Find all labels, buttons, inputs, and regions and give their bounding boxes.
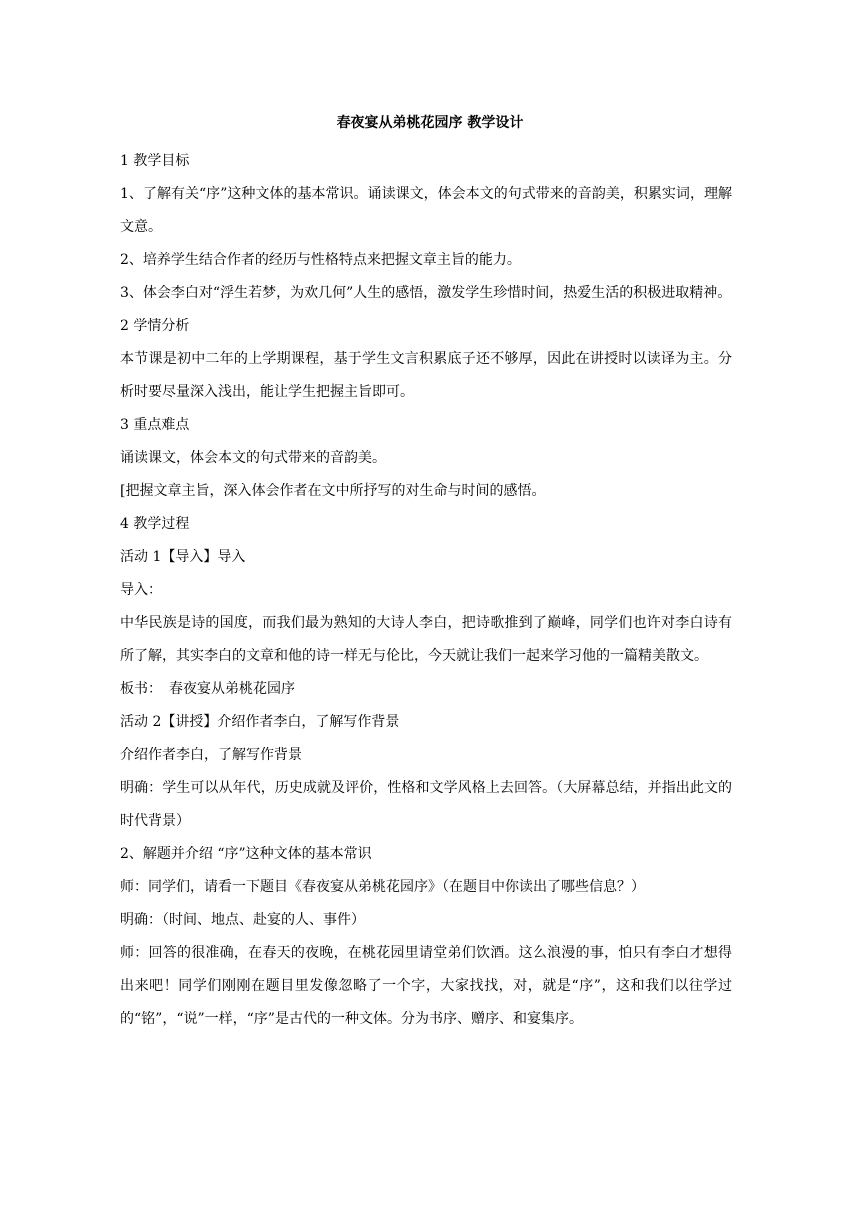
paragraph: 师：同学们，请看一下题目《春夜宴从弟桃花园序》（在题目中你读出了哪些信息？） <box>120 879 645 895</box>
paragraph: 3、体会李白对“浮生若梦，为欢几何”人生的感悟，激发学生珍惜时间，热爱生活的积极进取精神。 <box>120 285 732 301</box>
paragraph: 师：回答的很准确，在春天的夜晚，在桃花园里请堂弟们饮酒。这么浪漫的事，怕只有李白才想得出来吧！同学们刚刚在题目里发像忽略了一个字，大家找找，对，就是“序”，这和我们以往学过的“铭”，“说”一样，“序”是古代的一种文体。分为书序、赠序、和宴集序。 <box>120 945 732 1027</box>
section-heading-key-points: 3 重点难点 <box>120 417 190 433</box>
paragraph: 2、解题并介绍 “序”这种文体的基本常识 <box>120 846 372 862</box>
paragraph: 1、了解有关“序”这种文体的基本常识。诵读课文，体会本文的句式带来的音韵美，积累实词，理解文意。 <box>120 186 732 235</box>
document-body <box>120 145 732 1036</box>
document-title: 春夜宴从弟桃花园序 教学设计 <box>336 115 524 131</box>
paragraph: [把握文章主旨，深入体会作者在文中所抒写的对生命与时间的感悟。 <box>120 483 546 499</box>
paragraph: 明确：学生可以从年代，历史成就及评价，性格和文学风格上去回答。（大屏幕总结，并指出此文的时代背景） <box>120 780 732 829</box>
activity-heading: 活动 2【讲授】介绍作者李白，了解写作背景 <box>120 714 400 730</box>
paragraph: 明确：（时间、地点、赴宴的人、事件） <box>120 912 365 928</box>
paragraph: 介绍作者李白，了解写作背景 <box>120 747 302 763</box>
paragraph: 本节课是初中二年的上学期课程，基于学生文言积累底子还不够厚，因此在讲授时以读译为主。分析时要尽量深入浅出，能让学生把握主旨即可。 <box>120 351 732 400</box>
paragraph: 2、培养学生结合作者的经历与性格特点来把握文章主旨的能力。 <box>120 252 521 268</box>
section-heading-analysis: 2 学情分析 <box>120 318 190 334</box>
activity-heading: 活动 1【导入】导入 <box>120 549 246 565</box>
paragraph: 诵读课文，体会本文的句式带来的音韵美。 <box>120 450 386 466</box>
paragraph: 导入： <box>120 582 162 598</box>
paragraph: 中华民族是诗的国度，而我们最为熟知的大诗人李白，把诗歌推到了巅峰，同学们也许对李白诗有所了解，其实李白的文章和他的诗一样无与伦比，今天就让我们一起来学习他的一篇精美散文。 <box>120 615 732 664</box>
paragraph: 板书： 春夜宴从弟桃花园序 <box>120 681 295 697</box>
section-heading-process: 4 教学过程 <box>120 516 190 532</box>
section-heading-objectives: 1 教学目标 <box>120 153 190 169</box>
